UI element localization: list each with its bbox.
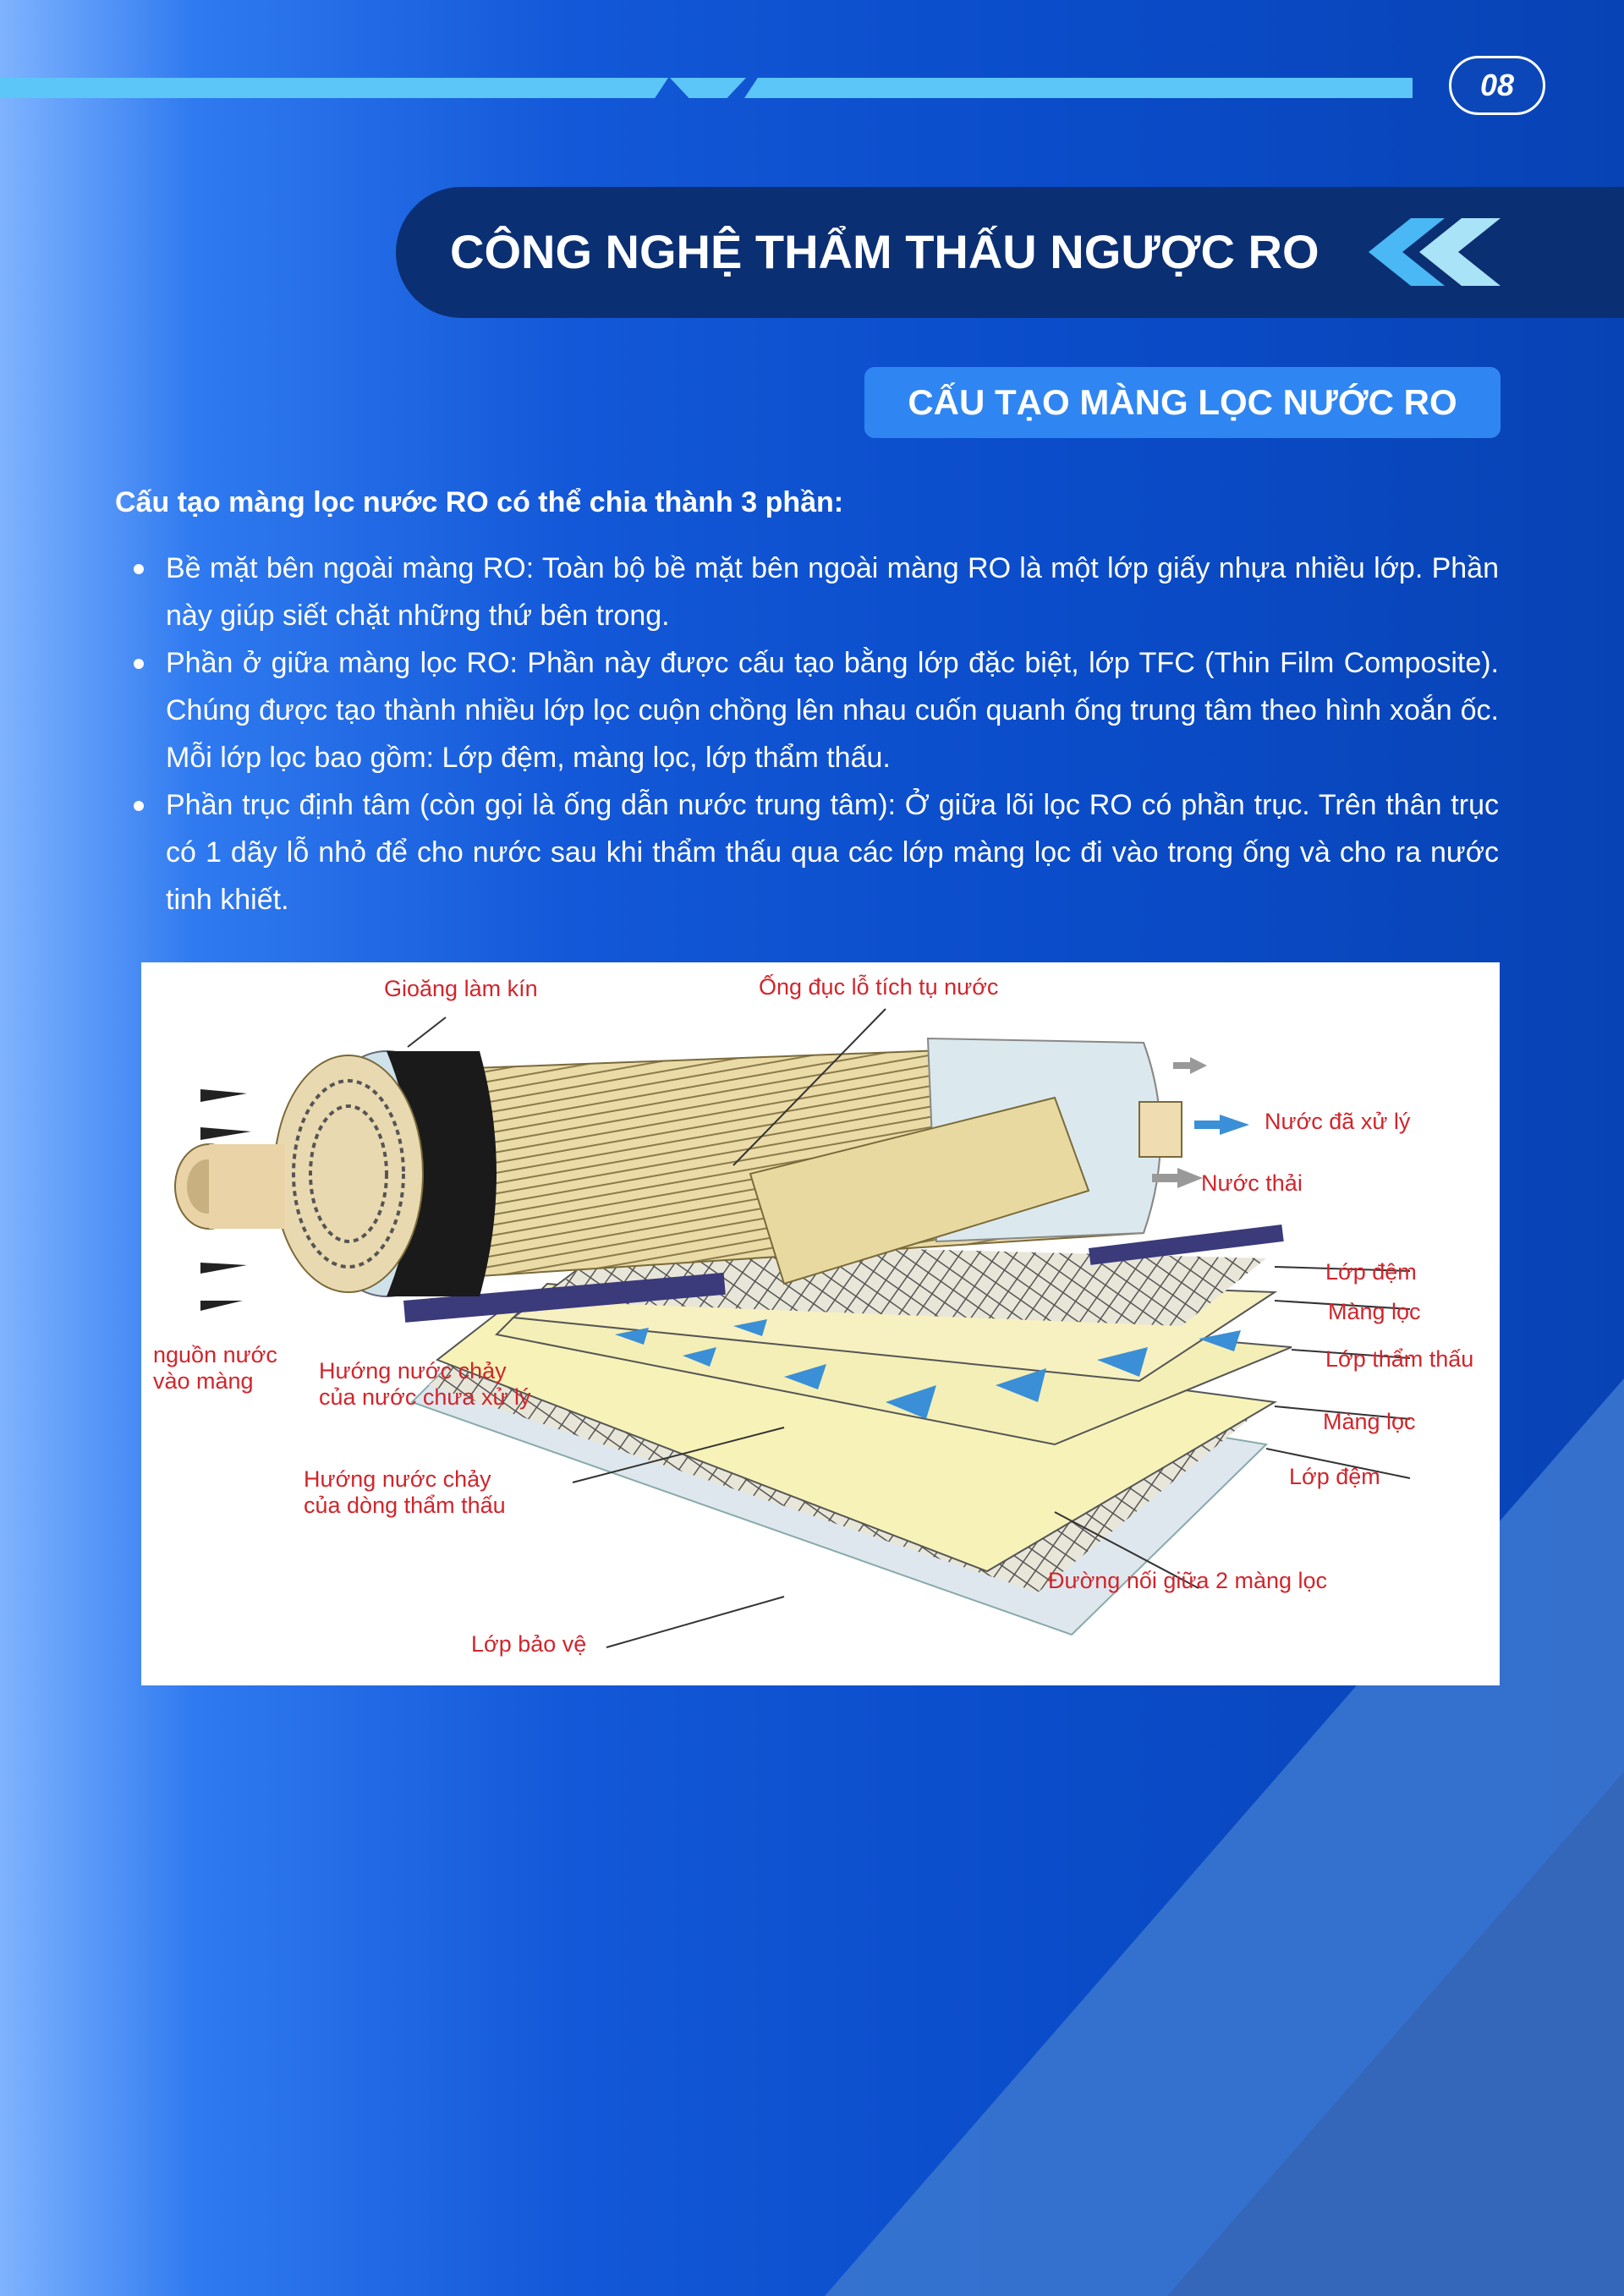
header-stripe-right <box>744 78 1413 98</box>
label-permeate-flow-line2: của dòng thẩm thấu <box>304 1493 506 1518</box>
list-item-text: Bề mặt bên ngoài màng RO: Toàn bộ bề mặt bên ngoài màng RO là một lớp giấy nhựa nhiều lớp. Phần này giúp siết chặt những thứ bên trong. <box>166 552 1499 632</box>
label-spacer-2: Lớp đệm <box>1289 1464 1380 1489</box>
label-membrane-1: Màng lọc <box>1328 1299 1421 1324</box>
label-protective-layer: Lớp bảo vệ <box>471 1631 587 1657</box>
label-seam: Đường nối giữa 2 màng lọc <box>1048 1568 1328 1593</box>
label-spacer-1: Lớp đệm <box>1325 1259 1417 1285</box>
label-source-water-line1: nguồn nước <box>153 1342 277 1367</box>
list-item <box>166 781 1499 923</box>
label-gasket: Gioăng làm kín <box>384 976 538 1001</box>
double-chevron-left-icon <box>1352 218 1501 286</box>
list-item <box>166 545 1499 639</box>
bullet-list <box>115 545 1499 923</box>
ro-membrane-diagram <box>141 962 1500 1685</box>
bullet-dot <box>134 564 144 574</box>
label-source-water-line2: vào màng <box>153 1368 254 1394</box>
page-title: CÔNG NGHỆ THẨM THẤU NGƯỢC RO <box>450 225 1320 278</box>
list-item-text: Phần ở giữa màng lọc RO: Phần này được cấu tạo bằng lớp đặc biệt, lớp TFC (Thin Film Composite). Chúng được tạo thành nhiều lớp lọc cuộn chồng lên nhau cuốn quanh ống trung tâm theo hình xoắn ốc. Mỗi lớp lọc bao gồm: Lớp đệm, màng lọc, lớp thẩm thấu. <box>166 647 1499 774</box>
intro-paragraph: Cấu tạo màng lọc nước RO có thể chia thành 3 phần: <box>115 486 844 518</box>
label-perforated-tube: Ống đục lỗ tích tụ nước <box>759 974 999 1000</box>
label-membrane-2: Màng lọc <box>1323 1409 1416 1434</box>
ro-membrane-illustration <box>141 962 1500 1685</box>
bullet-dot <box>134 659 144 669</box>
header-stripe-left <box>0 78 668 98</box>
label-feed-flow-line1: Hướng nước chảy <box>319 1358 507 1384</box>
label-treated-water: Nước đã xử lý <box>1265 1109 1411 1134</box>
section-subheading: CẤU TẠO MÀNG LỌC NƯỚC RO <box>864 367 1501 438</box>
header-stripe-notch <box>670 78 746 98</box>
list-item <box>166 639 1499 781</box>
label-feed-flow-line2: của nước chưa xử lý <box>319 1384 531 1410</box>
page-number-badge: 08 <box>1449 56 1545 115</box>
bullet-dot <box>134 801 144 811</box>
label-waste-water: Nước thải <box>1201 1170 1303 1196</box>
label-permeate-layer: Lớp thẩm thấu <box>1325 1346 1474 1372</box>
list-item-text: Phần trục định tâm (còn gọi là ống dẫn nước trung tâm): Ở giữa lõi lọc RO có phần trục. Trên thân trục có 1 dãy lỗ nhỏ để cho nước sau khi thẩm thấu qua các lớp màng lọc đi vào trong ống và cho ra nước tinh khiết. <box>166 789 1499 916</box>
label-permeate-flow-line1: Hướng nước chảy <box>304 1466 491 1492</box>
